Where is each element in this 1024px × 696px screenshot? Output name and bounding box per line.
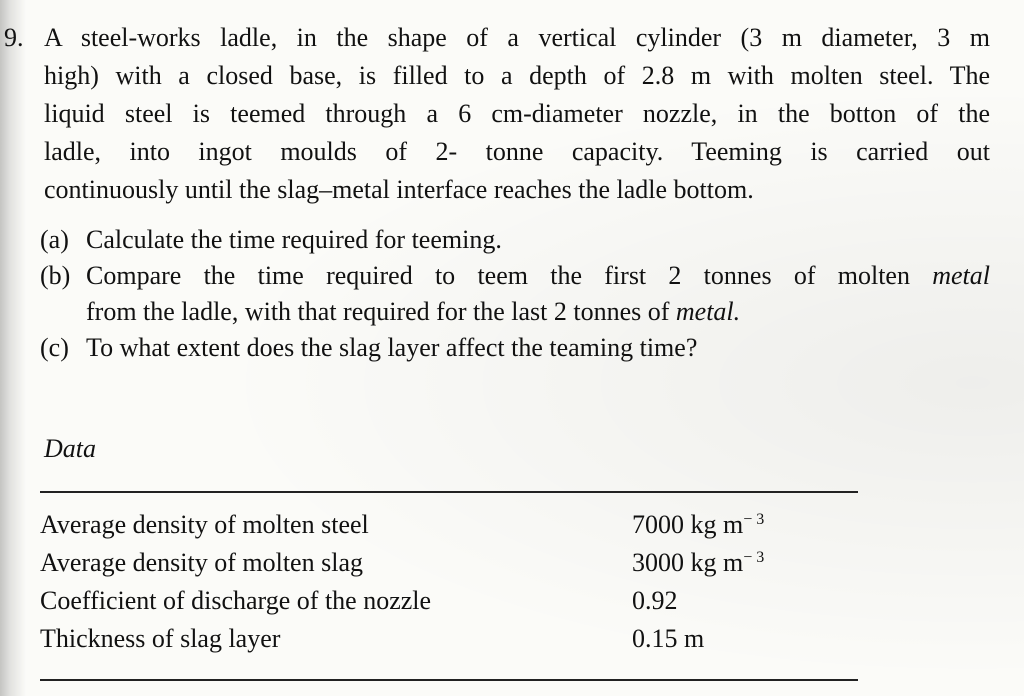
table-top-rule	[40, 491, 858, 493]
part-b	[40, 258, 990, 330]
table-row	[40, 582, 860, 620]
row-label: Average density of molten slag	[40, 548, 363, 577]
part-b-line-2	[86, 294, 990, 330]
table-row	[40, 544, 860, 582]
part-c-label: (c)	[40, 333, 69, 362]
part-b-line-1	[86, 258, 990, 294]
part-b-label: (b)	[40, 261, 71, 290]
table-row	[40, 620, 860, 658]
part-c	[40, 330, 990, 366]
exponent: − 3	[743, 511, 765, 529]
part-b-line-1-text: Compare the time required to teem the first 2 tonnes of molten	[86, 261, 910, 290]
part-b-line-1-italic: metal	[932, 261, 990, 290]
problem-line: high) with a closed base, is filled to a depth of 2.8 m with molten steel. The	[44, 61, 990, 90]
problem-number: 9.	[4, 23, 24, 52]
problem-line: liquid steel is teemed through a 6 cm-diameter nozzle, in the botton of the	[44, 99, 990, 128]
row-label: Coefficient of discharge of the nozzle	[40, 586, 432, 615]
data-table	[40, 506, 860, 658]
exponent: − 3	[743, 549, 765, 567]
row-value: 0.15 m	[632, 624, 705, 653]
part-c-text: To what extent does the slag layer affect the teaming time?	[86, 333, 698, 362]
part-a-label: (a)	[40, 225, 69, 254]
problem-statement	[44, 19, 990, 209]
row-value: 3000 kg $m^{- 3}$	[632, 548, 765, 577]
part-a	[40, 222, 990, 258]
question-parts	[40, 222, 990, 366]
part-b-line-2-italic: metal.	[675, 297, 741, 326]
row-value: 7000 kg $m^{- 3}$	[632, 510, 765, 539]
row-value: 0.92	[632, 586, 678, 615]
problem-line: A steel-works ladle, in the shape of a vertical cylinder (3 m diameter, 3 m	[44, 23, 990, 52]
row-label: Average density of molten steel	[40, 510, 369, 539]
row-label: Thickness of slag layer	[40, 624, 281, 653]
part-b-line-2-text: from the ladle, with that required for the last 2 tonnes of	[86, 297, 670, 326]
table-bottom-rule	[40, 679, 858, 681]
problem-line: continuously until the slag–metal interface reaches the ladle bottom.	[44, 175, 754, 204]
part-a-text: Calculate the time required for teeming.	[86, 225, 502, 254]
problem-line: ladle, into ingot moulds of 2- tonne capacity. Teeming is carried out	[44, 137, 990, 166]
data-heading: Data	[44, 434, 96, 463]
table-row	[40, 506, 860, 544]
